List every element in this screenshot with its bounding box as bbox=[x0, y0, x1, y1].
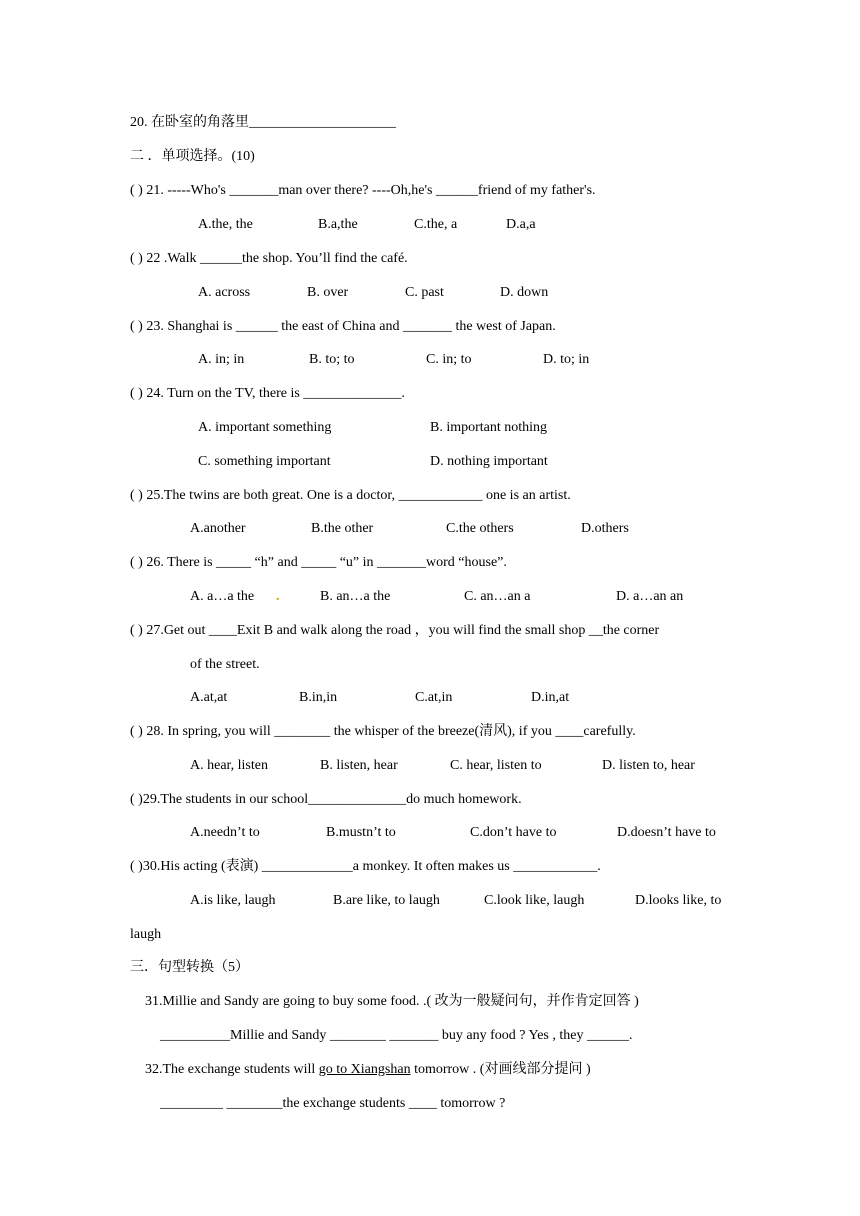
q23-option-c: C. in; to bbox=[426, 352, 472, 367]
q26-option-a: A. a…a the bbox=[190, 589, 255, 604]
q29-option-d: D.doesn’t have to bbox=[617, 825, 716, 840]
question-30: ( )30.His acting (表演) _____________a monkey. It often makes us ____________. bbox=[130, 859, 601, 874]
q24-option-a: A. important something bbox=[198, 420, 332, 435]
q21-option-c: C.the, a bbox=[414, 217, 458, 232]
q28-option-d: D. listen to, hear bbox=[602, 758, 695, 773]
q23-option-a: A. in; in bbox=[198, 352, 245, 367]
q31-answer-line: __________Millie and Sandy ________ _______ buy any food ? Yes , they ______. bbox=[160, 1028, 633, 1043]
q20: 20. 在卧室的角落里_____________________ bbox=[130, 115, 396, 130]
q21-option-a: A.the, the bbox=[198, 217, 253, 232]
q27-option-a: A.at,at bbox=[190, 690, 228, 705]
q21-option-d: D.a,a bbox=[506, 217, 536, 232]
q22-option-b: B. over bbox=[307, 285, 349, 300]
q25-option-b: B.the other bbox=[311, 521, 374, 536]
question-28: ( ) 28. In spring, you will ________ the whisper of the breeze(清风), if you ____carefully. bbox=[130, 724, 636, 739]
q24-option-b: B. important nothing bbox=[430, 420, 548, 435]
q30-option-d-continued: laugh bbox=[130, 927, 162, 942]
q32-underlined-phrase: go to Xiangshan bbox=[318, 1062, 411, 1077]
q27-option-b: B.in,in bbox=[299, 690, 338, 705]
question-27-continued: of the street. bbox=[190, 657, 260, 672]
question-31: 31.Millie and Sandy are going to buy some food. .( 改为一般疑问句，并作肯定回答 ) bbox=[145, 994, 639, 1009]
q27-option-c: C.at,in bbox=[415, 690, 453, 705]
q29-option-c: C.don’t have to bbox=[470, 825, 557, 840]
q29-option-b: B.mustn’t to bbox=[326, 825, 396, 840]
q22-option-d: D. down bbox=[500, 285, 549, 300]
q25-option-c: C.the others bbox=[446, 521, 514, 536]
q27-option-d: D.in,at bbox=[531, 690, 570, 705]
q32-stem-pre: 32.The exchange students will bbox=[145, 1062, 319, 1077]
q22-option-a: A. across bbox=[198, 285, 251, 300]
section-2-heading: 二 ．单项选择。(10) bbox=[130, 149, 255, 164]
q25-option-d: D.others bbox=[581, 521, 629, 536]
q30-option-c: C.look like, laugh bbox=[484, 893, 585, 908]
q24-option-c: C. something important bbox=[198, 454, 331, 469]
q32-stem-post: tomorrow . (对画线部分提问 ) bbox=[410, 1062, 591, 1077]
question-32 bbox=[145, 1061, 591, 1079]
q23-option-d: D. to; in bbox=[543, 352, 590, 367]
section-3-heading: 三．句型转换（5） bbox=[130, 960, 249, 975]
question-25: ( ) 25.The twins are both great. One is a doctor, ____________ one is an artist. bbox=[130, 488, 571, 503]
q26-option-c: C. an…an a bbox=[464, 589, 531, 604]
question-21: ( ) 21. -----Who's _______man over there? ----Oh,he's ______friend of my father's. bbox=[130, 183, 596, 198]
q26-option-d: D. a…an an bbox=[616, 589, 684, 604]
q24-option-d: D. nothing important bbox=[430, 454, 548, 469]
question-27: ( ) 27.Get out ____Exit B and walk along the road ，you will find the small shop __the corner bbox=[130, 623, 660, 638]
q28-option-c: C. hear, listen to bbox=[450, 758, 542, 773]
q29-option-a: A.needn’t to bbox=[190, 825, 260, 840]
decorative-dot: . bbox=[276, 589, 280, 604]
q21-option-b: B.a,the bbox=[318, 217, 358, 232]
question-24: ( ) 24. Turn on the TV, there is ______________. bbox=[130, 386, 405, 401]
q30-option-b: B.are like, to laugh bbox=[333, 893, 440, 908]
q28-option-a: A. hear, listen bbox=[190, 758, 268, 773]
q28-option-b: B. listen, hear bbox=[320, 758, 398, 773]
q32-answer-line: _________ ________the exchange students ____ tomorrow ? bbox=[160, 1096, 506, 1111]
q25-option-a: A.another bbox=[190, 521, 246, 536]
question-22: ( ) 22 .Walk ______the shop. You’ll find the café. bbox=[130, 251, 408, 266]
question-23: ( ) 23. Shanghai is ______ the east of China and _______ the west of Japan. bbox=[130, 319, 556, 334]
q23-option-b: B. to; to bbox=[309, 352, 355, 367]
q30-option-a: A.is like, laugh bbox=[190, 893, 276, 908]
q26-option-b: B. an…a the bbox=[320, 589, 391, 604]
question-26: ( ) 26. There is _____ “h” and _____ “u” in _______word “house”. bbox=[130, 555, 507, 570]
q22-option-c: C. past bbox=[405, 285, 444, 300]
q30-option-d: D.looks like, to bbox=[635, 893, 722, 908]
question-29: ( )29.The students in our school______________do much homework. bbox=[130, 792, 522, 807]
